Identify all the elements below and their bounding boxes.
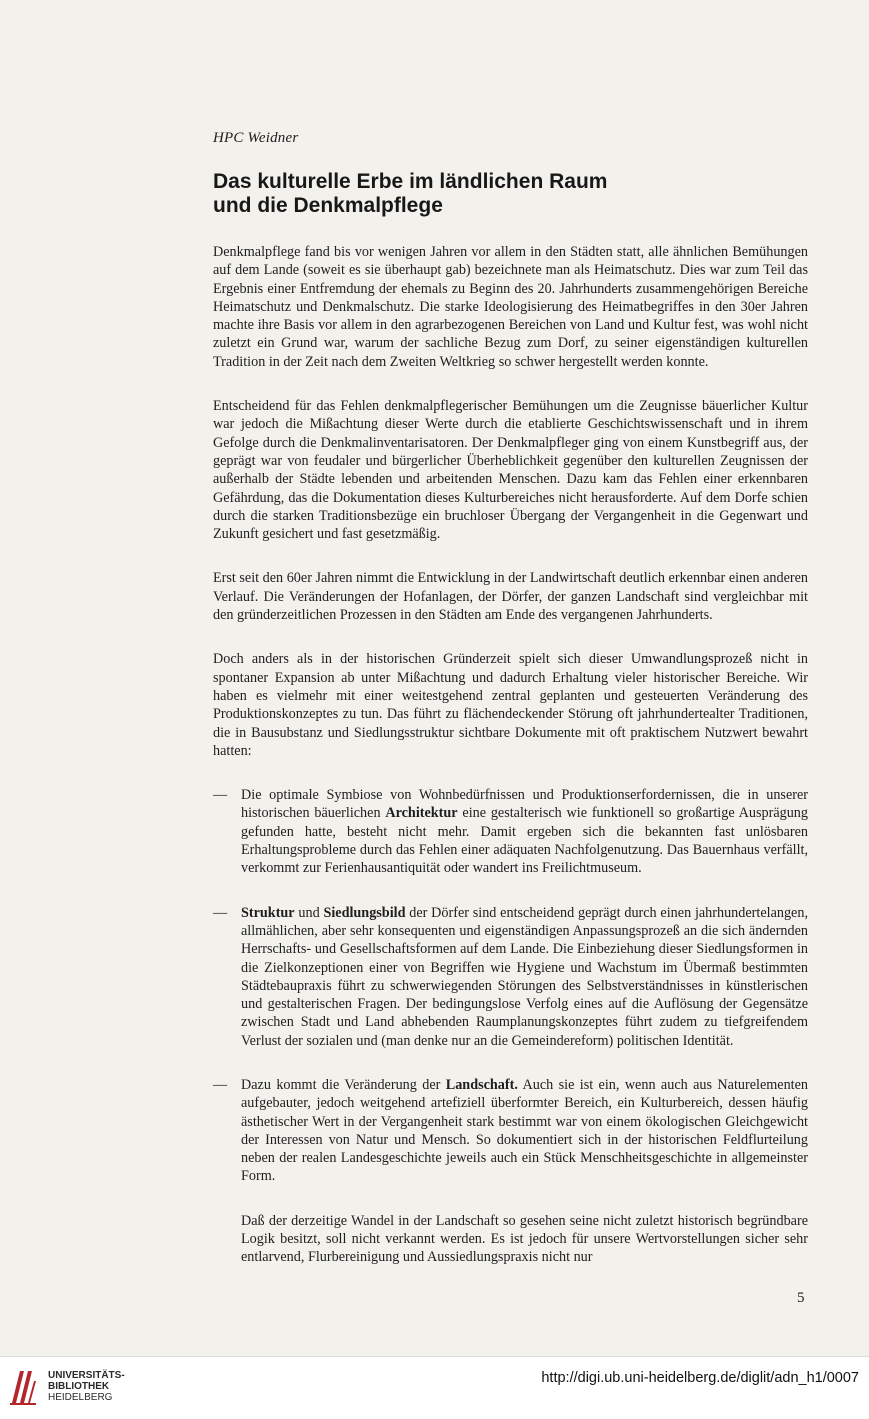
list-item-architecture: — Die optimale Symbiose von Wohnbedürfnissen und Produktionserfordernissen, die in unserer historischen bäuerlichen Architektur eine gestalterisch wie funktionell so großartige Ausprägung gefunden hatte, besteht nicht mehr. Damit ergeben sich die bekannten fast unlösbaren Erhaltungsprobleme durch das Fehlen einer adäquaten Nachfolgenutzung. Das Bauernhaus verfällt, verkommt zur Ferienhausantiquität oder wandert ins Freilichtmuseum.	[213, 787, 808, 877]
library-logo-icon	[8, 1367, 38, 1407]
article-body	[213, 243, 808, 1267]
dash-marker: —	[213, 904, 228, 921]
author-name: HPC Weidner	[213, 130, 299, 146]
paragraph: Doch anders als in der historischen Gründerzeit spielt sich dieser Umwandlungsprozeß nicht in spontaner Expansion ab unter Mißachtung und dadurch Erhaltung vieler historischer Bereiche. Wir haben es vielmehr mit einer weitestgehend zentral geplanten und gesteuerten Veränderung des Produktionskonzeptes zu tun. Das führt zu flächendeckender Störung oft jahrhundertealter Traditionen, die in Bausubstanz und Siedlungsstruktur sichtbare Dokumente mit oft praktischem Nutzwert bewahrt hatten:	[213, 651, 808, 759]
paragraph: Entscheidend für das Fehlen denkmalpflegerischer Bemühungen um die Zeugnisse bäuerlicher Kultur war jedoch die Mißachtung dieser Werte durch die etablierte Geschichtswissenschaft und in ihrem Gefolge durch die Denkmalinventarisatoren. Der Denkmalpfleger ging von einem Kunstbegriff aus, der geprägt war von feudaler und bürgerlicher Überheblichkeit gegenüber den kulturellen Zeugnissen der außerhalb der Städte lebenden und arbeitenden Menschen. Dazu kam das Fehlen einer erkennbaren Gefährdung, das die Dokumentation dieses Kulturbereiches nicht herausforderte. Auf dem Dorfe schien durch die starken Traditionsbezüge ein bruchloser Übergang der Vergangenheit in die Gegenwart und Zukunft gesichert und fast gesetzmäßig.	[213, 398, 808, 543]
keyword-landschaft: Landschaft.	[445, 1076, 518, 1093]
list-item-structure: — Struktur und Siedlungsbild der Dörfer sind entscheidend geprägt durch einen jahrhundertelangen, allmählichen, aber sehr konsequenten und eigenständigen Anpassungsprozeß an die sich ändernden Herrschafts- und Gesellschaftsformen auf dem Lande. Die Einbeziehung dieser Siedlungsformen in die Zielkonzeptionen einer von Begriffen wie Hygiene und Wachstum im Übermaß bestimmten Städtebaupraxis führt zu schwerwiegenden Störungen des Selbstverständnisses in künstlerischen und gestalterischen Fragen. Der bedingungslose Verfolg eines auf die Auflösung der Gegensätze zwischen Stadt und Land abhebenden Raumplanungskonzeptes führt zudem zu tiefgreifendem Verlust der sozialen und (man denke nur an die Gemeindereform) politischen Identität.	[213, 904, 808, 1049]
paragraph: Erst seit den 60er Jahren nimmt die Entwicklung in der Landwirtschaft deutlich erkennbar einen anderen Verlauf. Die Veränderungen der Hofanlagen, der Dörfer, der ganzen Landschaft sind vergleichbar mit den gründerzeitlichen Prozessen in den Städten am Ende des vergangenen Jahrhunderts.	[213, 570, 808, 624]
viewer-footer	[0, 1356, 869, 1419]
list-item-landscape: — Dazu kommt die Veränderung der Landschaft. Auch sie ist ein, wenn auch aus Naturelementen aufgebauter, jedoch weitgehend artefiziell überformter Bereich, ein Kulturbereich, dessen häufig ästhetischer Wert in der Vergangenheit stark bestimmt war von einem ökologischen Gleichgewicht der Interessen von Natur und Mensch. So dokumentiert sich in der historischen Feldflurteilung neben der realen Landesgeschichte jeweils auch ein Stück Menschheitsgeschichte in allgemeinster Form.	[213, 1076, 808, 1185]
dash-marker: —	[213, 787, 228, 804]
keyword-struktur: Struktur	[241, 904, 295, 921]
title-line-1: Das kulturelle Erbe im ländlichen Raum	[213, 170, 608, 193]
dash-marker: —	[213, 1076, 228, 1093]
library-name: UNIVERSITÄTS- BIBLIOTHEK HEIDELBERG	[48, 1370, 125, 1403]
page-number: 5	[797, 1290, 805, 1306]
document-page	[213, 120, 808, 1267]
paragraph: Denkmalpflege fand bis vor wenigen Jahren vor allem in den Städten statt, alle ähnlichen Bemühungen auf dem Lande (soweit es sie überhaupt gab) bezeichnete man als Heimatschutz. Dies war zum Teil das Ergebnis einer Entfremdung der ehemals zu Beginn des 20. Jahrhunderts zusammengehörigen Bereiche Heimatschutz und Denkmalschutz. Die starke Ideologisierung des Heimatbegriffes in den 30er Jahren machte ihre Basis vor allem in den agrarbezogenen Bereichen von Land und Kultur fest, was wohl nicht zuletzt ein Grund war, warum der sachliche Bezug zum Dorf, zu seiner eigenständigen kulturellen Tradition in der Zeit nach dem Zweiten Weltkrieg so schwer hergestellt werden konnte.	[213, 244, 808, 370]
article-title	[213, 170, 808, 218]
title-line-2: und die Denkmalpflege	[213, 194, 443, 217]
permalink-url[interactable]: http://digi.ub.uni-heidelberg.de/diglit/adn_h1/0007	[541, 1370, 859, 1386]
keyword-siedlungsbild: Siedlungsbild	[323, 904, 406, 921]
closing-paragraph: Daß der derzeitige Wandel in der Landschaft so gesehen seine nicht zuletzt historisch begründbare Logik besitzt, soll nicht verkannt werden. Es ist jedoch für unsere Wertvorstellungen sicher sehr entlarvend, Flurbereinigung und Aussiedlungspraxis nicht nur	[241, 1212, 808, 1266]
keyword-architektur: Architektur	[385, 805, 458, 822]
